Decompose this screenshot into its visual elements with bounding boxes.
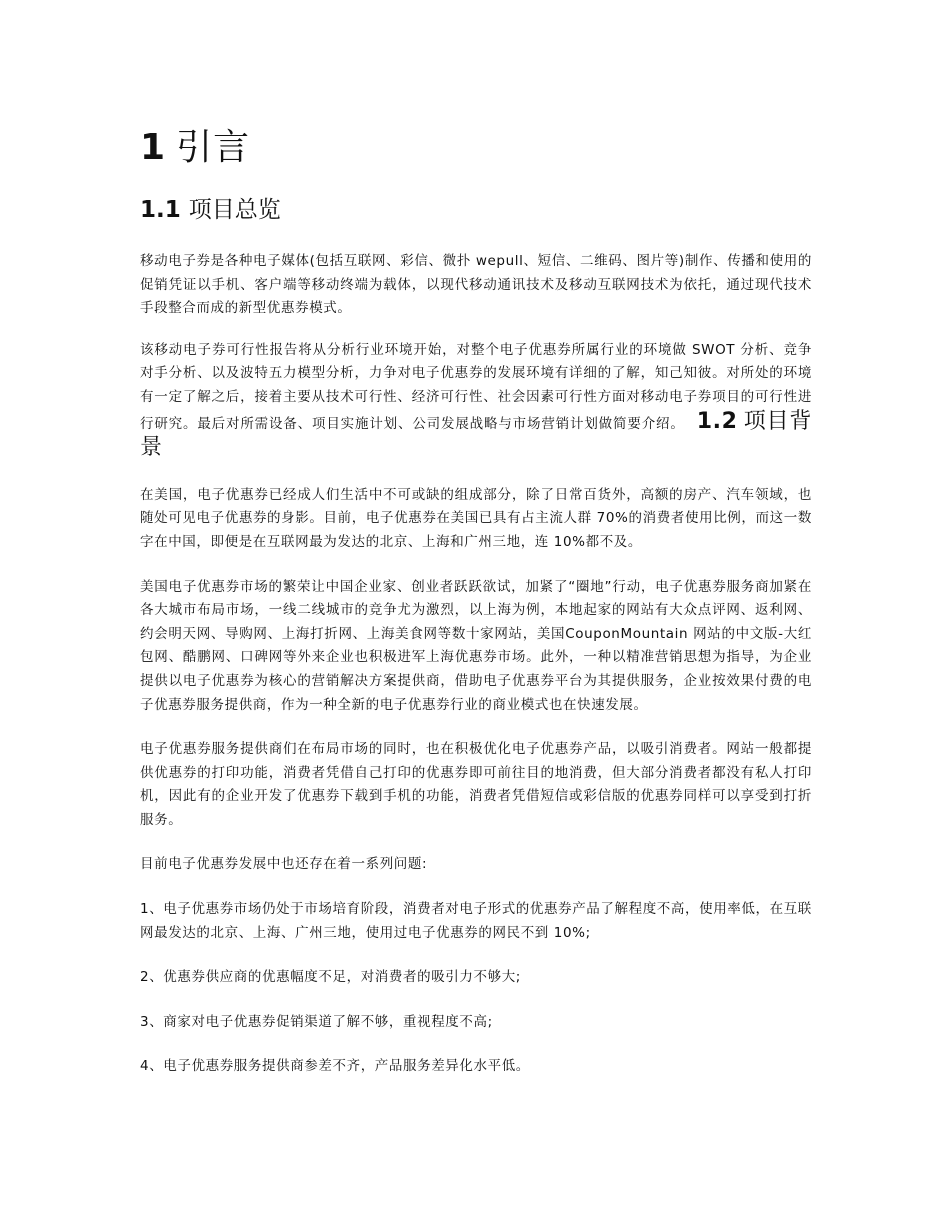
chapter-title: 引言 (176, 127, 251, 168)
section-title: 项目总览 (188, 197, 281, 223)
list-item: 4、电子优惠券服务提供商参差不齐，产品服务差异化水平低。 (140, 1058, 530, 1075)
list-item: 3、商家对电子优惠券促销渠道了解不够，重视程度不高; (140, 1013, 493, 1030)
background-paragraph-3: 电子优惠券服务提供商们在布局市场的同时，也在积极优化电子优惠券产品，以吸引消费者。网站一般都提供优惠券的打印功能，消费者凭借自己打印的优惠券即可前往目的地消费，但大部分消费者都没有私人打印机，因此有的企业开发了优惠券下载到手机的功能，消费者凭借短信或彩信版的优惠券同样可以享受到打折服务。 (140, 741, 812, 828)
chapter-number: 1 (140, 127, 167, 168)
background-paragraph-2: 美国电子优惠券市场的繁荣让中国企业家、创业者跃跃欲试，加紧了“圈地”行动，电子优惠券服务商加紧在各大城市布局市场，一线二线城市的竞争尤为激烈，以上海为例，本地起家的网站有大众点评网、返利网、约会明天网、导购网、上海打折网、上海美食网等数十家网站，美国CouponMountain 网站的中文版-大红包网、酷鹏网、口碑网等外来企业也积极进军上海优惠券市场。此外，一种以精准营销思想为指导，为企业提供以电子优惠券为核心的营销解决方案提供商，借助电子优惠券平台为其提供服务，企业按效果付费的电子优惠券服务提供商，作为一种全新的电子优惠券行业的商业模式也在快速发展。 (140, 578, 812, 713)
overview-paragraph-2 (140, 339, 812, 463)
issues-intro: 目前电子优惠券发展中也还存在着一系列问题: (140, 856, 428, 873)
background-paragraph-1: 在美国，电子优惠券已经成人们生活中不可或缺的组成部分，除了日常百货外，高额的房产、汽车领域，也随处可见电子优惠券的身影。目前，电子优惠券在美国已具有占主流人群 70%的消费者使用比例，而这一数字在中国，即便是在互联网最为发达的北京、上海和广州三地，连 10%都不及。 (140, 486, 812, 550)
list-item: 2、优惠券供应商的优惠幅度不足，对消费者的吸引力不够大; (140, 969, 521, 986)
list-item: 1、电子优惠券市场仍处于市场培育阶段，消费者对电子形式的优惠券产品了解程度不高，使用率低，在互联网最发达的北京、上海、广州三地，使用过电子优惠券的网民不到 10%; (140, 901, 812, 941)
overview-paragraph-1: 移动电子券是各种电子媒体(包括互联网、彩信、微扑 wepull、短信、二维码、图片等)制作、传播和使用的促销凭证以手机、客户端等移动终端为载体，以现代移动通讯技术及移动互联网技术为依托，通过现代技术手段整合而成的新型优惠券模式。 (140, 253, 812, 317)
section-number: 1.1 (140, 197, 181, 223)
overview-paragraph-2-text: 该移动电子券可行性报告将从分析行业环境开始，对整个电子优惠券所属行业的环境做 SWOT 分析、竞争对手分析、以及波特五力模型分析，力争对电子优惠券的发展环境有详细的了解，知己知彼。对所处的环境有一定了解之后，接着主要从技术可行性、经济可行性、社会因素可行性方面对移动电子券项目的可行性进行研究。最后对所需设备、项目实施计划、公司发展战略与市场营销计划做简要介绍。 (140, 341, 812, 432)
section-title: 项目背景 (140, 408, 812, 461)
section-number: 1.2 (696, 408, 738, 434)
section-heading-overview (140, 192, 812, 228)
chapter-heading (140, 118, 812, 178)
